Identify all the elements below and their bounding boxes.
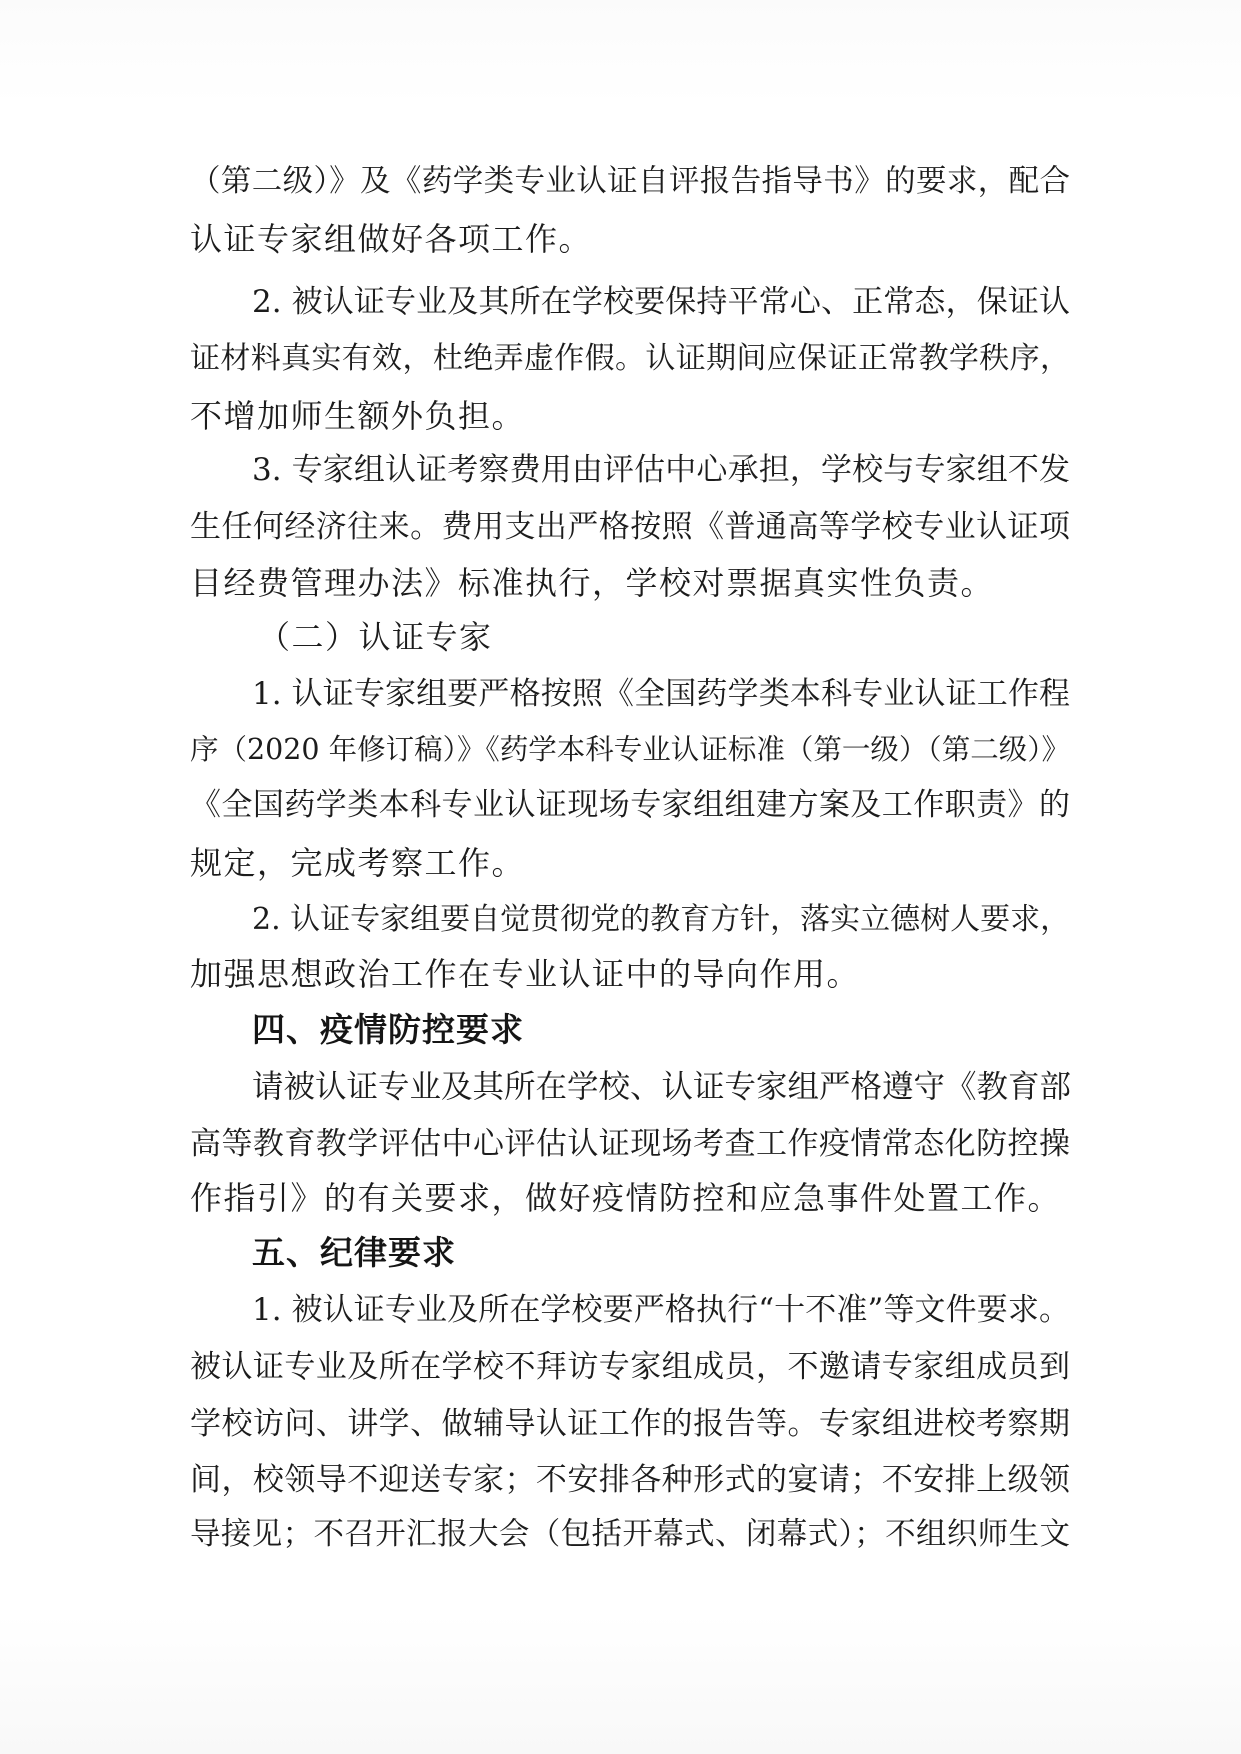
text-line: 作指引》的有关要求，做好疫情防控和应急事件处置工作。 [190,1179,1062,1217]
text-line: 导接见；不召开汇报大会（包括开幕式、闭幕式）；不组织师生文 [190,1517,1070,1552]
text-line: 认证专家组做好各项工作。 [190,220,593,258]
text-line: 《全国药学类本科专业认证现场专家组组建方案及工作职责》的 [190,787,1070,823]
text-line: 证材料真实有效，杜绝弄虚作假。认证期间应保证正常教学秩序， [190,341,1070,376]
text-line: 高等教育教学评估中心评估认证现场考查工作疫情常态化防控操 [190,1126,1070,1162]
text-line: 生任何经济往来。费用支出严格按照《普通高等学校专业认证项 [190,509,1070,545]
text-line: 间，校领导不迎送专家；不安排各种形式的宴请；不安排上级领 [190,1462,1070,1498]
subsection-heading: （二）认证专家 [258,618,493,656]
text-line: 3. 专家组认证考察费用由评估中心承担，学校与专家组不发 [252,452,1070,488]
text-line: 请被认证专业及其所在学校、认证专家组严格遵守《教育部 [252,1069,1072,1105]
text-line: 2. 被认证专业及其所在学校要保持平常心、正常态，保证认 [252,284,1070,320]
text-line: 2. 认证专家组要自觉贯彻党的教育方针，落实立德树人要求， [252,902,1071,937]
text-line: 序（2020 年修订稿）》《药学本科专业认证标准（第一级）（第二级）》 [190,733,1070,766]
text-line: 1. 认证专家组要严格按照《全国药学类本科专业认证工作程 [252,676,1070,712]
text-line: （第二级）》及《药学类专业认证自评报告指导书》的要求，配合 [190,164,1070,199]
text-line: 不增加师生额外负担。 [190,397,526,435]
text-line: 加强思想政治工作在专业认证中的导向作用。 [190,955,861,993]
text-line: 目经费管理办法》标准执行，学校对票据真实性负责。 [190,564,995,602]
text-line: 被认证专业及所在学校不拜访专家组成员，不邀请专家组成员到 [190,1349,1070,1385]
text-line: 规定，完成考察工作。 [190,844,526,882]
text-line: 学校访问、讲学、做辅导认证工作的报告等。专家组进校考察期 [190,1406,1070,1442]
section-heading: 五、纪律要求 [252,1233,456,1272]
text-line: 1. 被认证专业及所在学校要严格执行“十不准”等文件要求。 [252,1292,1070,1328]
section-heading: 四、疫情防控要求 [252,1010,524,1049]
